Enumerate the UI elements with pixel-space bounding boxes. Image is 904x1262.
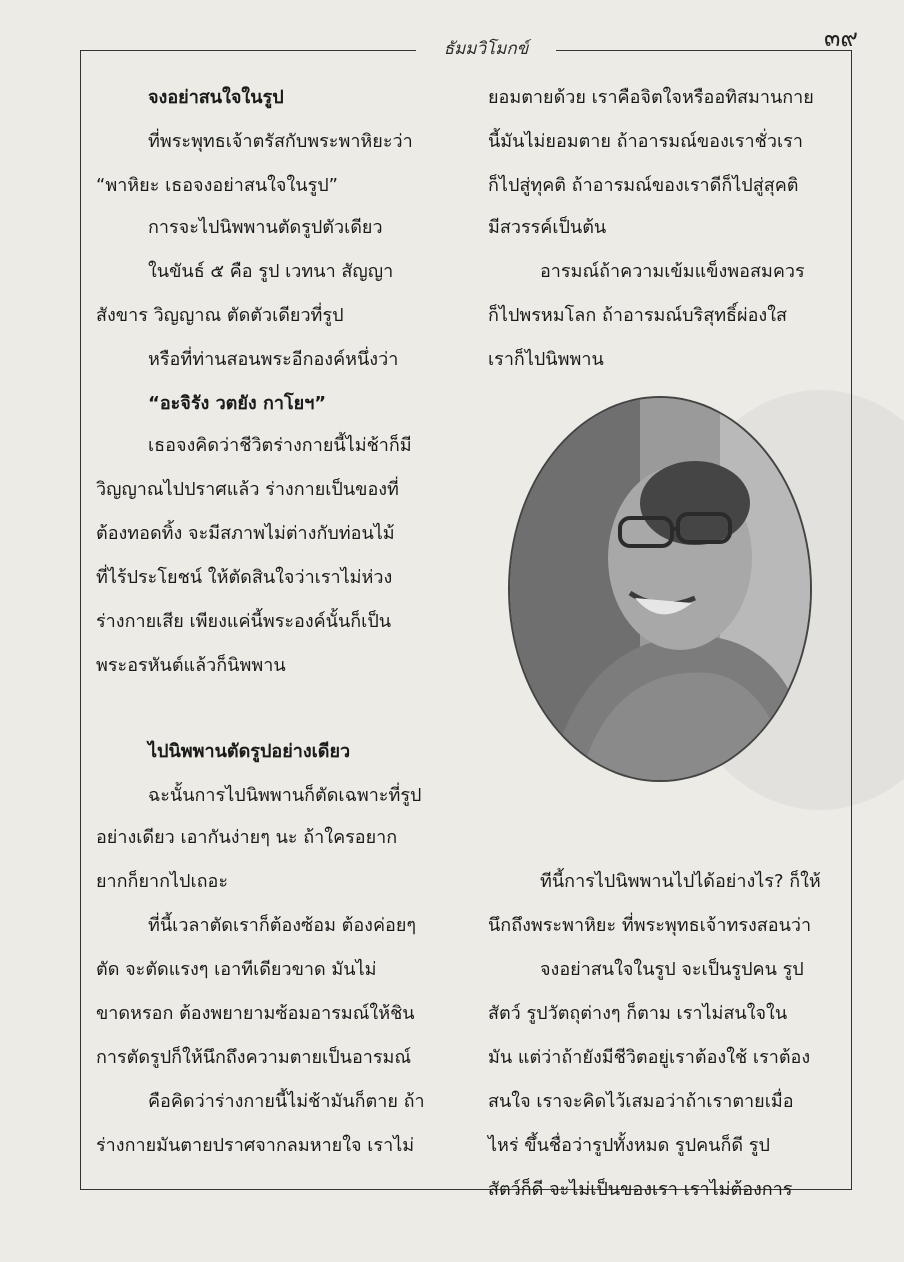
text-line: ขาดหรอก ต้องพยายามซ้อมอารมณ์ให้ชิน xyxy=(96,1003,415,1024)
text-line: มัน แต่ว่าถ้ายังมีชีวิตอยู่เราต้องใช้ เราต้อง xyxy=(488,1047,811,1068)
text-line: ทีนี้การไปนิพพานไปได้อย่างไร? ก็ให้ xyxy=(540,871,821,892)
text-line: สัตว์ รูปวัตถุต่างๆ ก็ตาม เราไม่สนใจใน xyxy=(488,1003,788,1024)
text-line: ไปนิพพานตัดรูปอย่างเดียว xyxy=(148,741,351,762)
text-line: คือคิดว่าร่างกายนี้ไม่ช้ามันก็ตาย ถ้า xyxy=(148,1091,425,1112)
text-line: นี้มันไม่ยอมตาย ถ้าอารมณ์ของเราชั่วเรา xyxy=(488,131,803,152)
text-line: มีสวรรค์เป็นต้น xyxy=(488,217,607,238)
text-line: สนใจ เราจะคิดไว้เสมอว่าถ้าเราตายเมื่อ xyxy=(488,1091,794,1112)
text-line: ยอมตายด้วย เราคือจิตใจหรืออทิสมานกาย xyxy=(488,87,814,108)
text-line: ร่างกายมันตายปราศจากลมหายใจ เราไม่ xyxy=(96,1135,415,1156)
text-line: การตัดรูปก็ให้นึกถึงความตายเป็นอารมณ์ xyxy=(96,1047,412,1068)
running-header: ธัมมวิโมกข์ xyxy=(416,38,556,60)
text-line: ก็ไปสู่ทุคติ ถ้าอารมณ์ของเราดีก็ไปสู่สุคติ xyxy=(488,175,799,196)
monk-portrait-photo xyxy=(508,396,812,782)
text-line: พระอรหันต์แล้วก็นิพพาน xyxy=(96,655,286,676)
text-line: ฉะนั้นการไปนิพพานก็ตัดเฉพาะที่รูป xyxy=(148,785,422,806)
text-line: “อะจิรัง วตยัง กาโยฯ” xyxy=(148,393,327,414)
text-line: จงอย่าสนใจในรูป จะเป็นรูปคน รูป xyxy=(540,959,804,980)
text-line: ไหร่ ขึ้นชื่อว่ารูปทั้งหมด รูปคนก็ดี รูป xyxy=(488,1135,770,1156)
text-line: อารมณ์ถ้าความเข้มแข็งพอสมควร xyxy=(540,261,805,282)
page-number: ๓๙ xyxy=(824,24,858,52)
text-line: จงอย่าสนใจในรูป xyxy=(148,87,284,108)
text-line: ก็ไปพรหมโลก ถ้าอารมณ์บริสุทธิ์ผ่องใส xyxy=(488,305,787,326)
text-line: ต้องทอดทิ้ง จะมีสภาพไม่ต่างกับท่อนไม้ xyxy=(96,523,395,544)
text-line: ตัด จะตัดแรงๆ เอาทีเดียวขาด มันไม่ xyxy=(96,959,377,980)
text-line: วิญญาณไปปราศแล้ว ร่างกายเป็นของที่ xyxy=(96,479,399,500)
text-line: การจะไปนิพพานตัดรูปตัวเดียว xyxy=(148,217,383,238)
text-line: หรือที่ท่านสอนพระอีกองค์หนึ่งว่า xyxy=(148,349,399,370)
text-line: สัตว์ก็ดี จะไม่เป็นของเรา เราไม่ต้องการ xyxy=(488,1179,793,1200)
text-line: สังขาร วิญญาณ ตัดตัวเดียวที่รูป xyxy=(96,305,344,326)
text-line: “พาหิยะ เธอจงอย่าสนใจในรูป” xyxy=(96,175,338,196)
text-line: ยากก็ยากไปเถอะ xyxy=(96,871,229,892)
text-line: อย่างเดียว เอากันง่ายๆ นะ ถ้าใครอยาก xyxy=(96,827,398,848)
text-line: ที่พระพุทธเจ้าตรัสกับพระพาหิยะว่า xyxy=(148,131,413,152)
text-line: ในขันธ์ ๕ คือ รูป เวทนา สัญญา xyxy=(148,261,394,282)
text-line: เราก็ไปนิพพาน xyxy=(488,349,604,370)
text-line: ร่างกายเสีย เพียงแค่นี้พระองค์นั้นก็เป็น xyxy=(96,611,392,632)
text-line: นึกถึงพระพาหิยะ ที่พระพุทธเจ้าทรงสอนว่า xyxy=(488,915,812,936)
portrait-illustration xyxy=(510,398,810,780)
text-line: เธอจงคิดว่าชีวิตร่างกายนี้ไม่ช้าก็มี xyxy=(148,435,412,456)
text-line: ที่ไร้ประโยชน์ ให้ตัดสินใจว่าเราไม่ห่วง xyxy=(96,567,393,588)
text-line: ที่นี้เวลาตัดเราก็ต้องซ้อม ต้องค่อยๆ xyxy=(148,915,417,936)
